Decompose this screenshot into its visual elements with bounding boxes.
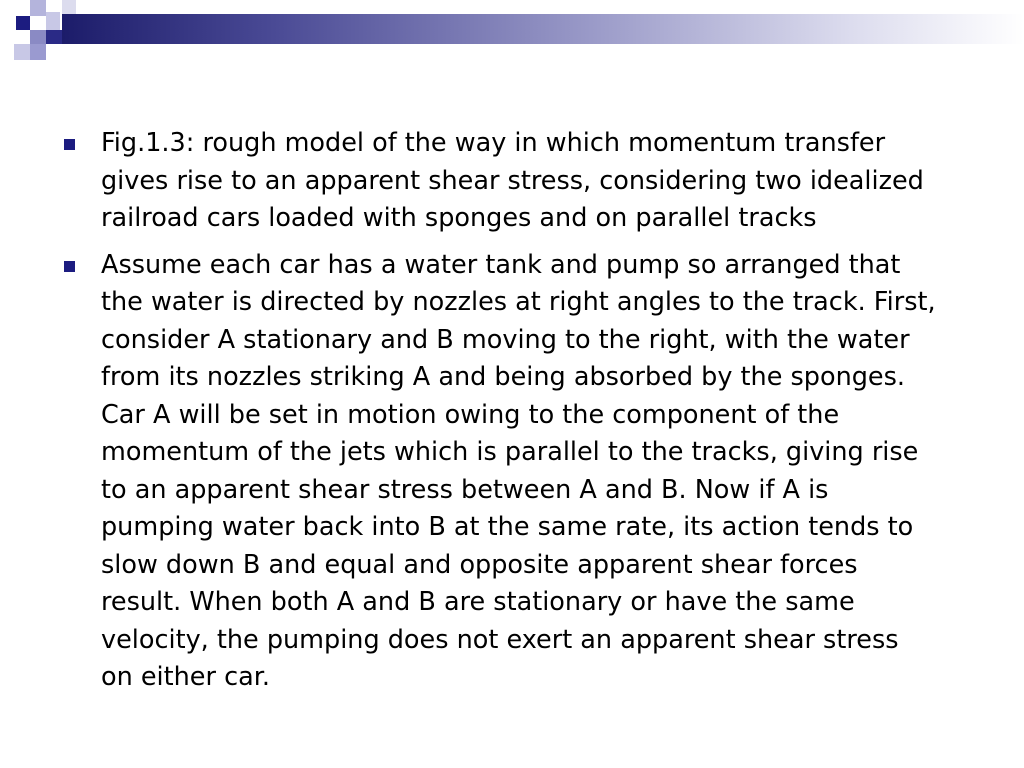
text-line: velocity, the pumping does not exert an apparent shear stress bbox=[101, 624, 899, 655]
bullet-text bbox=[101, 247, 1000, 697]
text-line: pumping water back into B at the same rate, its action tends to bbox=[101, 512, 914, 542]
slide-content bbox=[60, 125, 1000, 706]
decor-square-dark bbox=[46, 30, 62, 44]
bullet-item bbox=[60, 247, 1000, 697]
decor-square-dark bbox=[16, 16, 30, 30]
square-bullet-icon bbox=[64, 261, 75, 272]
decor-square-light bbox=[46, 12, 60, 30]
decor-square-light bbox=[30, 0, 46, 16]
text-line: from its nozzles striking A and being absorbed by the sponges. bbox=[101, 362, 906, 392]
bullet-text bbox=[101, 125, 1000, 238]
text-line: railroad cars loaded with sponges and on parallel tracks bbox=[101, 203, 817, 233]
decor-square-medium bbox=[30, 30, 46, 44]
text-line: on either car. bbox=[101, 662, 270, 692]
bullet-item bbox=[60, 125, 1000, 238]
header-gradient-bar bbox=[62, 14, 1024, 44]
decor-square-light bbox=[14, 44, 30, 60]
decor-square-light bbox=[62, 0, 76, 14]
text-line: Fig.1.3: rough model of the way in which momentum transfer bbox=[101, 128, 886, 158]
square-bullet-icon bbox=[64, 139, 75, 150]
text-line: result. When both A and B are stationary or have the same bbox=[101, 587, 855, 617]
text-line: Car A will be set in motion owing to the component of the bbox=[101, 399, 840, 430]
text-line: to an apparent shear stress between A and B. Now if A is bbox=[101, 474, 829, 505]
text-line: slow down B and equal and opposite apparent shear forces bbox=[101, 549, 858, 580]
decor-square-medium bbox=[30, 44, 46, 60]
header-decoration bbox=[0, 0, 1024, 64]
text-line: Assume each car has a water tank and pump so arranged that bbox=[101, 249, 901, 280]
text-line: gives rise to an apparent shear stress, considering two idealized bbox=[101, 165, 924, 196]
text-line: consider A stationary and B moving to the right, with the water bbox=[101, 324, 910, 355]
text-line: the water is directed by nozzles at right angles to the track. First, bbox=[101, 287, 936, 317]
text-line: momentum of the jets which is parallel to the tracks, giving rise bbox=[101, 437, 919, 467]
